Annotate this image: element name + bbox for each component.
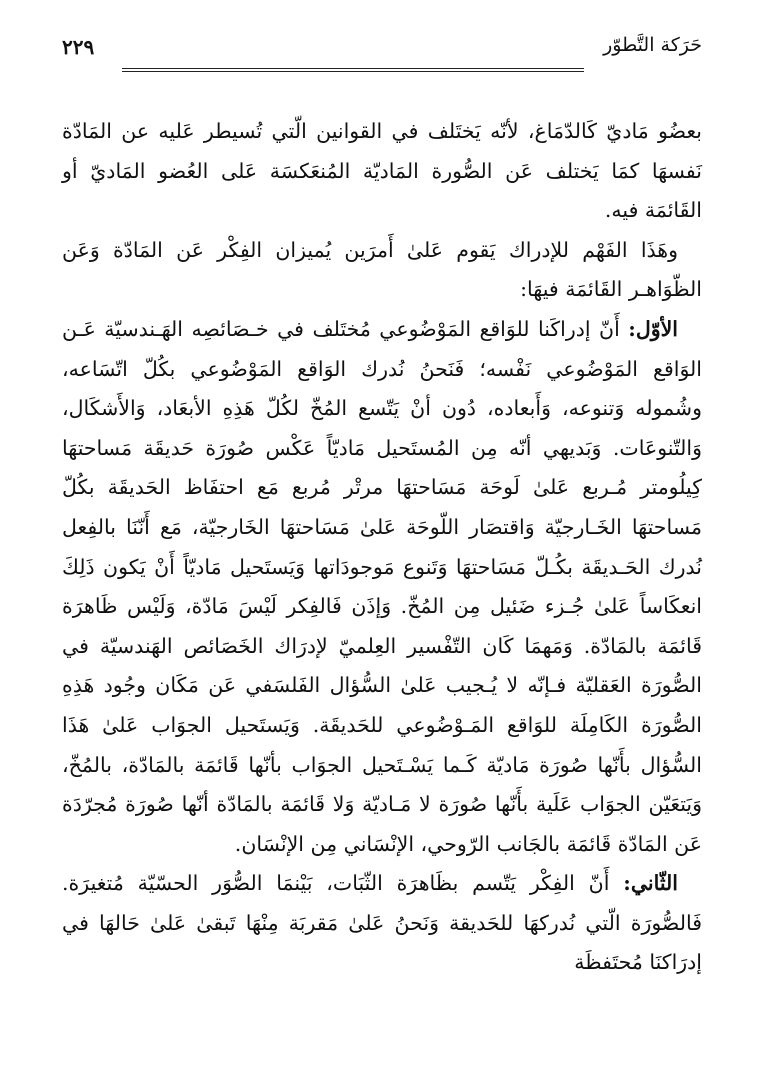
paragraph-1	[62, 112, 702, 231]
paragraph-4-text: أَنّ الفِكْر يَتّسم بظَاهرَة الثّبَات، بَيْنمَا الصُّوَر الحسّيّة مُتغيرَة. فَالصُّورَة الّتي نُدركهَا للحَديقة وَنَحنُ عَلىٰ مَقربَة مِنْهَا تَبقىٰ عَلىٰ حَالهَا في إدرَاكنَا مُحتَفظَة	[62, 871, 702, 975]
page-header	[62, 26, 702, 70]
body-text	[62, 112, 702, 983]
paragraph-4-lead: الثّاني:	[623, 871, 678, 896]
paragraph-2-text: وهَذَا الفَهْم للإدراك يَقوم عَلىٰ أَمرَين يُميزان الفِكْر عَن المَادّة وَعَن الظّوَاهـر القَائمَة فيهَا:	[62, 237, 702, 302]
running-title: حَرَكة التَّطوّر	[603, 34, 702, 56]
page-number: ٢٢٩	[62, 35, 95, 59]
paragraph-1-text: بعضُو مَاديّ كَالدّمَاغ، لأنّه يَختَلف في القوانين الّتي تُسيطر عَليه عن المَادّة نَفسهَا كمَا يَختلف عَن الصُّورة المَاديّة المُنعَكسَة عَلى العُضو المَاديّ أو القَائمَة فيه.	[62, 119, 702, 223]
paragraph-2	[62, 231, 702, 310]
paragraph-3-text: أَنّ إدراكَنا للوَاقع المَوْضُوعي مُختَلف في خـصَائصِه الهَـندسيّة عَـن الوَاقع المَوْضُوعي نَفْسه؛ فَنَحنُ نُدرك الوَاقع المَوْضُوعي بكُلّ اتّسَاعه، وشُموله وَتنوعه، وَأَبعاده، دُون أنْ يَتّسع المُخّ لكُلّ هَذِهِ الأبعَاد، وَالأَشكَال، وَالتّنوعَات. وَبَديهي أنّه مِن المُستَحيل مَاديّاً عَكْس صُورَة حَديقَة مَساحتهَا كِيلُومتر مُـربع عَلىٰ لَوحَة مَسَاحتهَا مرتْر مُربع مَع احتفَاظ الحَديقَة بكُلّ مَساحتهَا الخَـارجيّة وَاقتصَار اللّوحَة عَلىٰ مَسَاحتهَا الخَارجيّة، مَع أَنّنَا بالفِعل نُدرك الحَـديقَة بكُـلّ مَسَاحتهَا وَتَنوع مَوجودَاتها وَيَستَحيل مَاديّاً أَنْ يَكون ذَلِكَ انعكَاساً عَلىٰ جُـزء ضَئيل مِن المُخّ. وَإذَن فَالفِكر لَيْسَ مَادّة، وَلَيْس ظَاهرَة قَائمَة بالمَادّة. وَمَهمَا كَان التّفْسير العِلميّ لإدرَاك الخَصَائص الهَندسيّة في الصُّورَة العَقليّة فـإنّه لا يُـجيب عَلىٰ السُّؤال الفَلسَفي عَن مَكَان وجُود هَذِهِ الصُّورَة الكَامِلَة للوَاقع المَـوْضُوعي للحَديقَة. وَيَستَحيل الجوَاب عَلىٰ هَذَا السُّؤال بأَنّها صُورَة مَاديّة كَـما يَسْـتَحيل الجوَاب بأنّها قَائمَة بالمَادّة، بالمُخّ، وَيَتعَيّن الجوَاب عَلَية بأَنّها صُورَة لا مَـاديّة وَلا قَائمَة بالمَادّة أنّها صُورَة مُجرّدَة عَن المَادّة قَائمَة بالجَانب الرّوحي، الإنْسَاني مِن الإنْسَان.	[62, 316, 702, 856]
header-rule	[122, 68, 584, 72]
paragraph-3-lead: الأوّل:	[628, 316, 678, 341]
paragraph-4	[62, 864, 702, 983]
paragraph-3	[62, 310, 702, 864]
